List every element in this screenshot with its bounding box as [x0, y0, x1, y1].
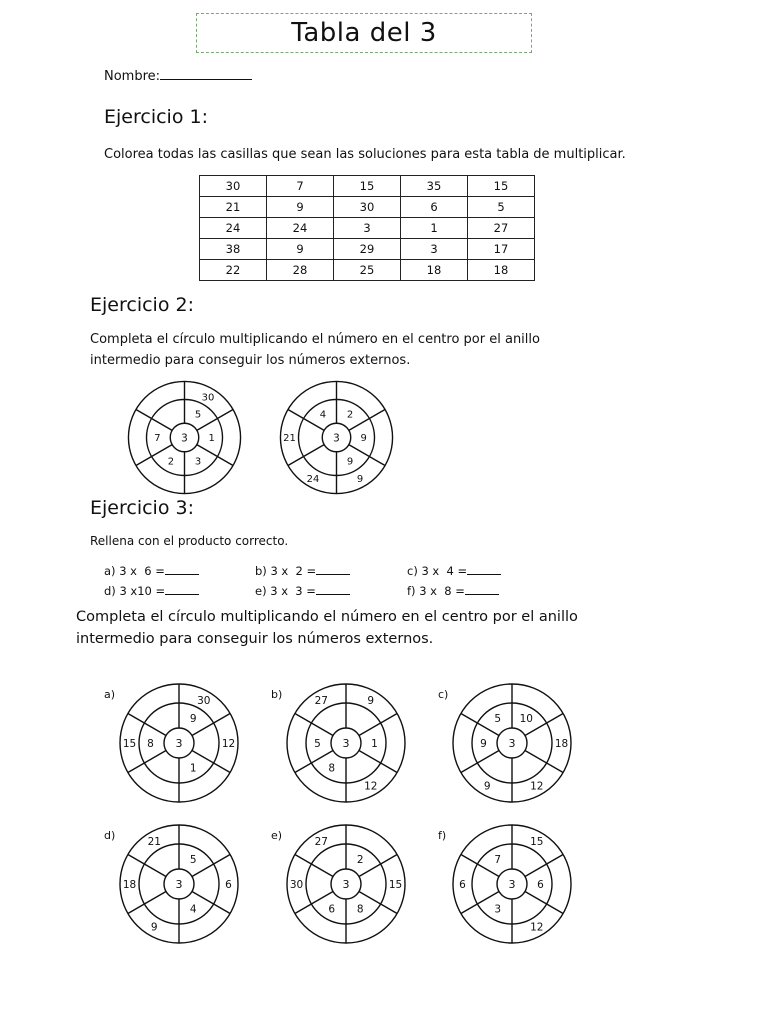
- spoke: [295, 714, 333, 736]
- table-cell[interactable]: 21: [200, 197, 267, 218]
- wheel-letter: e): [271, 829, 283, 842]
- table-cell[interactable]: 3: [334, 218, 401, 239]
- table-cell[interactable]: 30: [200, 176, 267, 197]
- wheel-outer-number: 9: [483, 780, 491, 793]
- wheel-inner-number: 6: [537, 878, 544, 891]
- wheel-outer-number: 27: [314, 835, 328, 848]
- wheel-inner-number: 5: [194, 409, 201, 421]
- answer-blank[interactable]: [165, 563, 199, 575]
- wheel-outer-number: 15: [122, 737, 137, 750]
- wheel-inner-number: 2: [356, 854, 364, 867]
- wheel-inner-number: 2: [346, 409, 353, 421]
- table-cell[interactable]: 9: [267, 197, 334, 218]
- wheel-center-number: 3: [342, 737, 350, 751]
- exercise-2-instruction: [90, 329, 540, 371]
- wheel-inner-number: 3: [494, 903, 502, 916]
- spoke: [194, 444, 232, 468]
- multiplication-item: [104, 583, 199, 598]
- table-cell[interactable]: 3: [401, 239, 468, 260]
- wheel-inner-number: 7: [494, 854, 502, 867]
- exercise-2-heading: Ejercicio 2:: [90, 294, 194, 316]
- wheel-letter: d): [104, 829, 116, 842]
- wheel-outer-number: 21: [147, 835, 161, 848]
- answer-blank[interactable]: [316, 583, 350, 595]
- table-row: [200, 197, 535, 218]
- wheel-inner-number: 9: [189, 713, 197, 726]
- page-title: Tabla del 3: [196, 13, 532, 53]
- spoke: [128, 855, 166, 877]
- table-cell[interactable]: 29: [334, 239, 401, 260]
- multiplication-item: [104, 563, 199, 578]
- spoke: [287, 444, 323, 465]
- wheel-inner-number: 5: [189, 854, 197, 867]
- multiplication-item: [407, 583, 499, 598]
- wheel-outer-number: 18: [122, 878, 137, 891]
- wheel-outer-number: 12: [530, 780, 544, 793]
- table-cell[interactable]: 7: [267, 176, 334, 197]
- wheel-letter: b): [271, 688, 283, 701]
- spoke: [189, 892, 230, 916]
- table-cell[interactable]: 18: [401, 260, 468, 281]
- spoke: [461, 892, 502, 916]
- multiplication-wheel: [117, 822, 241, 946]
- wheel-outer-number: 15: [530, 835, 544, 848]
- wheel-inner-number: 8: [328, 762, 336, 775]
- multiplication-item: [255, 583, 350, 598]
- spoke: [356, 892, 397, 916]
- exercise-3-instruction: Rellena con el producto correcto.: [90, 534, 289, 548]
- wheel-inner-number: 6: [328, 903, 336, 916]
- table-cell[interactable]: 30: [334, 197, 401, 218]
- wheel-inner-number: 8: [356, 903, 364, 916]
- wheel-inner-number: 2: [167, 456, 174, 468]
- table-row: [200, 260, 535, 281]
- wheel-inner-number: 5: [314, 737, 321, 750]
- wheel-outer-number: 12: [221, 737, 236, 750]
- table-cell[interactable]: 38: [200, 239, 267, 260]
- table-cell[interactable]: 24: [200, 218, 267, 239]
- table-row: [200, 176, 535, 197]
- wheel-outer-number: 15: [388, 878, 403, 891]
- wheel-center-number: 3: [508, 737, 516, 751]
- spoke: [348, 409, 384, 430]
- spoke: [128, 892, 166, 914]
- wheel-inner-number: 8: [147, 737, 154, 750]
- spoke: [135, 409, 171, 430]
- spoke: [295, 855, 333, 877]
- exercise-3-heading: Ejercicio 3:: [90, 497, 194, 519]
- spoke: [359, 751, 397, 773]
- spoke: [196, 409, 232, 430]
- spoke: [189, 713, 230, 736]
- spoke: [461, 751, 499, 773]
- table-cell[interactable]: 24: [267, 218, 334, 239]
- item-question: b) 3 x 2 =: [255, 564, 317, 578]
- wheel-outer-number: 6: [459, 878, 466, 891]
- table-cell[interactable]: 1: [401, 218, 468, 239]
- name-label: Nombre:: [104, 69, 161, 84]
- instruction-line: intermedio para conseguir los números externos.: [76, 631, 434, 647]
- multiplication-wheel: [125, 378, 244, 497]
- wheel-outer-number: 18: [554, 737, 569, 750]
- multiplication-item: [255, 563, 350, 578]
- wheel-outer-number: 6: [225, 878, 232, 891]
- table-cell[interactable]: 17: [468, 239, 535, 260]
- wheel-outer-number: 21: [282, 432, 296, 444]
- name-field[interactable]: [104, 67, 252, 84]
- spoke: [135, 444, 174, 468]
- wheel-outer-number: 24: [306, 473, 319, 485]
- wheel-inner-number: 1: [371, 737, 378, 750]
- table-cell[interactable]: 15: [468, 176, 535, 197]
- wheel-inner-number: 10: [519, 713, 533, 726]
- wheel-outer-number: 30: [197, 694, 211, 707]
- wheel-outer-number: 27: [314, 694, 328, 707]
- exercise-1-heading: Ejercicio 1:: [104, 106, 208, 128]
- wheel-letter: f): [438, 829, 447, 842]
- spoke: [189, 751, 230, 775]
- wheel-letter: c): [438, 688, 449, 701]
- wheel-outer-number: 30: [289, 878, 304, 891]
- answer-blank[interactable]: [316, 563, 350, 575]
- multiplication-wheel: [450, 681, 574, 805]
- table-cell[interactable]: 22: [200, 260, 267, 281]
- spoke: [525, 855, 563, 877]
- multiplication-item: [407, 563, 501, 578]
- answer-blank[interactable]: [165, 583, 199, 595]
- item-question: f) 3 x 8 =: [407, 584, 465, 598]
- table-row: [200, 239, 535, 260]
- table-cell[interactable]: 6: [401, 197, 468, 218]
- multiplication-wheel: [284, 822, 408, 946]
- spoke: [461, 854, 502, 877]
- exercise-1-instruction: Colorea todas las casillas que sean las soluciones para esta tabla de multiplicar.: [104, 147, 626, 162]
- wheel-outer-number: 30: [201, 391, 214, 403]
- multiplication-wheel: [450, 822, 574, 946]
- spoke: [525, 751, 563, 773]
- wheel-inner-number: 5: [494, 713, 502, 726]
- wheel-inner-number: 9: [346, 456, 353, 468]
- spoke: [461, 713, 502, 736]
- spoke: [128, 751, 166, 773]
- wheel-inner-number: 1: [189, 762, 197, 775]
- answer-blank[interactable]: [467, 563, 501, 575]
- table-cell[interactable]: 9: [267, 239, 334, 260]
- item-question: e) 3 x 3 =: [255, 584, 316, 598]
- spoke: [295, 751, 336, 775]
- wheel-inner-number: 3: [194, 456, 201, 468]
- item-question: c) 3 x 4 =: [407, 564, 468, 578]
- instruction-line: Completa el círculo multiplicando el número en el centro por el anillo: [90, 332, 540, 347]
- multiplication-wheel: [117, 681, 241, 805]
- wheel-inner-number: 7: [153, 432, 161, 444]
- table-cell[interactable]: 15: [334, 176, 401, 197]
- wheel-outer-number: 9: [150, 921, 158, 934]
- item-question: a) 3 x 6 =: [104, 564, 165, 578]
- wheel-center-number: 3: [332, 431, 340, 444]
- answer-blank[interactable]: [465, 583, 499, 595]
- table-cell[interactable]: 35: [401, 176, 468, 197]
- table-cell[interactable]: 27: [468, 218, 535, 239]
- spoke: [128, 714, 166, 736]
- wheel-center-number: 3: [175, 878, 183, 892]
- spoke: [346, 444, 384, 468]
- instruction-line: Completa el círculo multiplicando el número en el centro por el anillo: [76, 609, 578, 625]
- table-row: [200, 218, 535, 239]
- wheel-center-number: 3: [342, 878, 350, 892]
- wheel-inner-number: 1: [207, 432, 215, 444]
- wheel-outer-number: 12: [364, 780, 378, 793]
- wheel-center-number: 3: [508, 878, 516, 892]
- exercise-1-table: [199, 175, 535, 281]
- wheel-inner-number: 4: [189, 903, 197, 916]
- spoke: [359, 714, 397, 736]
- table-cell[interactable]: 5: [468, 197, 535, 218]
- instruction-line: intermedio para conseguir los números externos.: [90, 353, 411, 368]
- wheel-letter: a): [104, 688, 116, 701]
- wheel-inner-number: 9: [480, 737, 487, 750]
- spoke: [525, 892, 563, 914]
- wheel-outer-number: 12: [530, 921, 544, 934]
- multiplication-wheel: [284, 681, 408, 805]
- wheel-outer-number: 9: [356, 473, 363, 485]
- multiplication-wheel: [277, 378, 396, 497]
- wheel-center-number: 3: [180, 431, 188, 444]
- wheel-inner-number: 9: [359, 432, 367, 444]
- name-blank[interactable]: [160, 67, 252, 80]
- wheel-center-number: 3: [175, 737, 183, 751]
- spoke: [295, 892, 336, 916]
- wheel-outer-number: 9: [367, 694, 375, 707]
- table-cell[interactable]: 28: [267, 260, 334, 281]
- spoke: [189, 854, 230, 877]
- section-4-instruction: [76, 606, 578, 650]
- spoke: [287, 409, 326, 430]
- table-cell[interactable]: 18: [468, 260, 535, 281]
- item-question: d) 3 x10 =: [104, 584, 166, 598]
- table-cell[interactable]: 25: [334, 260, 401, 281]
- wheel-inner-number: 4: [319, 409, 326, 421]
- spoke: [356, 854, 397, 877]
